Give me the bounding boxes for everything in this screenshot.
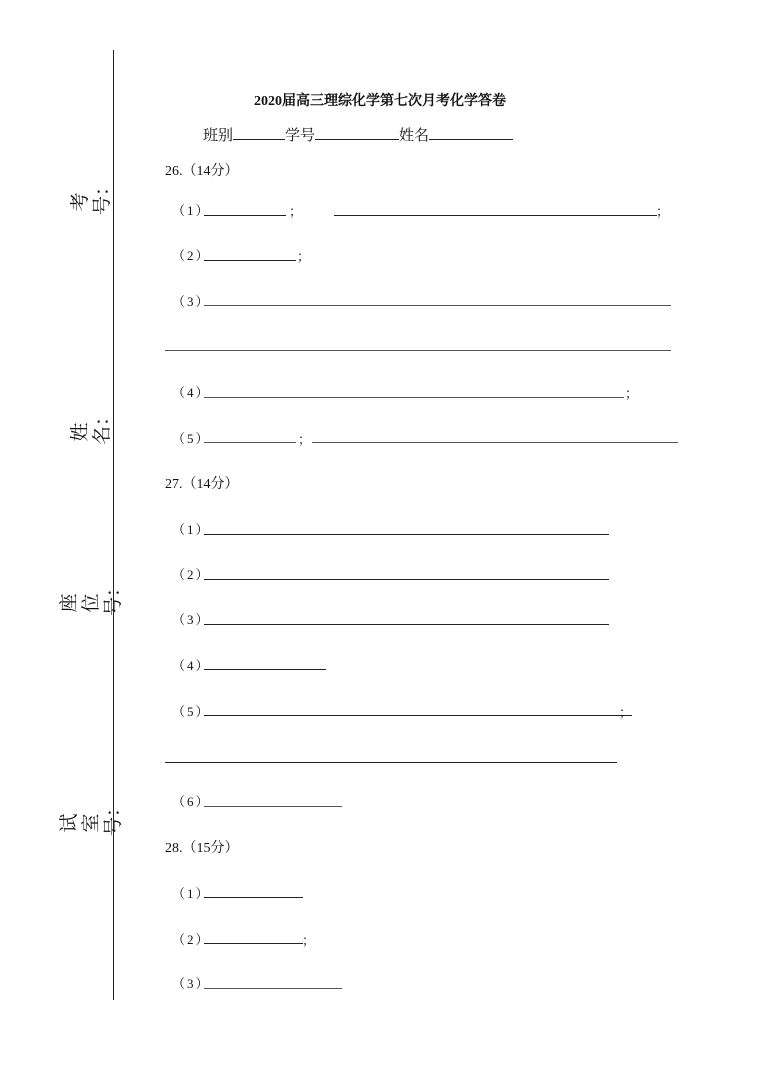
q27-6-blank[interactable] [204,806,342,807]
sidebar-room-no [58,790,124,856]
q26-5-semi: ； [298,432,312,447]
student-info-row [203,124,513,145]
q28-2-semi: ； [302,933,316,948]
name-label: 姓名 [399,128,430,144]
q27-label-2: （2） [172,567,211,582]
q26-heading: 26.（14分） [165,164,239,179]
q27-4-blank[interactable] [204,669,326,670]
q26-1-blank-b[interactable] [334,215,657,216]
sidebar-seat-no-text: 座位号： [58,577,124,616]
q27-label-5: （5） [172,704,211,719]
q27-1-blank[interactable] [204,534,609,535]
q28-1-blank[interactable] [204,897,303,898]
sidebar-seat-no [58,570,124,636]
q26-label-5: （5） [172,431,211,446]
page-title: 2020届高三理综化学第七次月考化学答卷 [254,94,506,109]
name-blank[interactable] [429,125,513,140]
q26-4-semi: ； [625,386,639,401]
q28-label-1: （1） [172,886,211,901]
q26-5-blank-b[interactable] [312,442,678,443]
q26-3-blank-a[interactable] [204,305,671,306]
q27-label-6: （6） [172,794,211,809]
q27-label-4: （4） [172,658,211,673]
sidebar-room-no-text: 试室号： [58,797,124,836]
q28-2-blank[interactable] [204,943,303,944]
q27-5-blank-b[interactable] [165,762,617,763]
q26-2-semi: ； [297,249,311,264]
q27-2-blank[interactable] [204,579,609,580]
sidebar-exam-no [69,176,113,224]
q26-label-1: （1） [172,203,211,218]
student-no-blank[interactable] [315,125,399,140]
q27-label-1: （1） [172,522,211,537]
q27-heading: 27.（14分） [165,477,239,492]
q27-5-semi: ； [619,705,633,720]
q27-3-blank[interactable] [204,624,609,625]
q28-3-blank[interactable] [204,988,342,989]
q28-label-3: （3） [172,976,211,991]
q27-label-3: （3） [172,612,211,627]
q26-1-semi-a: ； [289,204,303,219]
q26-1-semi-b: ； [656,204,670,219]
class-label: 班别 [203,128,234,144]
margin-line [113,50,114,1000]
q26-label-4: （4） [172,385,211,400]
class-blank[interactable] [233,125,285,140]
q26-3-blank-b[interactable] [165,350,671,351]
q26-4-blank[interactable] [204,397,624,398]
student-no-label: 学号 [285,128,316,144]
q28-label-2: （2） [172,932,211,947]
q26-label-2: （2） [172,248,211,263]
sidebar-exam-no-text: 考号： [69,176,113,215]
q28-heading: 28.（15分） [165,841,239,856]
sidebar-name-text: 姓名： [69,406,113,445]
q27-5-blank-a[interactable] [204,715,632,716]
q26-5-blank-a[interactable] [204,442,296,443]
q26-1-blank-a[interactable] [204,215,286,216]
sidebar-name [69,406,113,454]
q26-label-3: （3） [172,294,211,309]
q26-2-blank[interactable] [204,260,296,261]
